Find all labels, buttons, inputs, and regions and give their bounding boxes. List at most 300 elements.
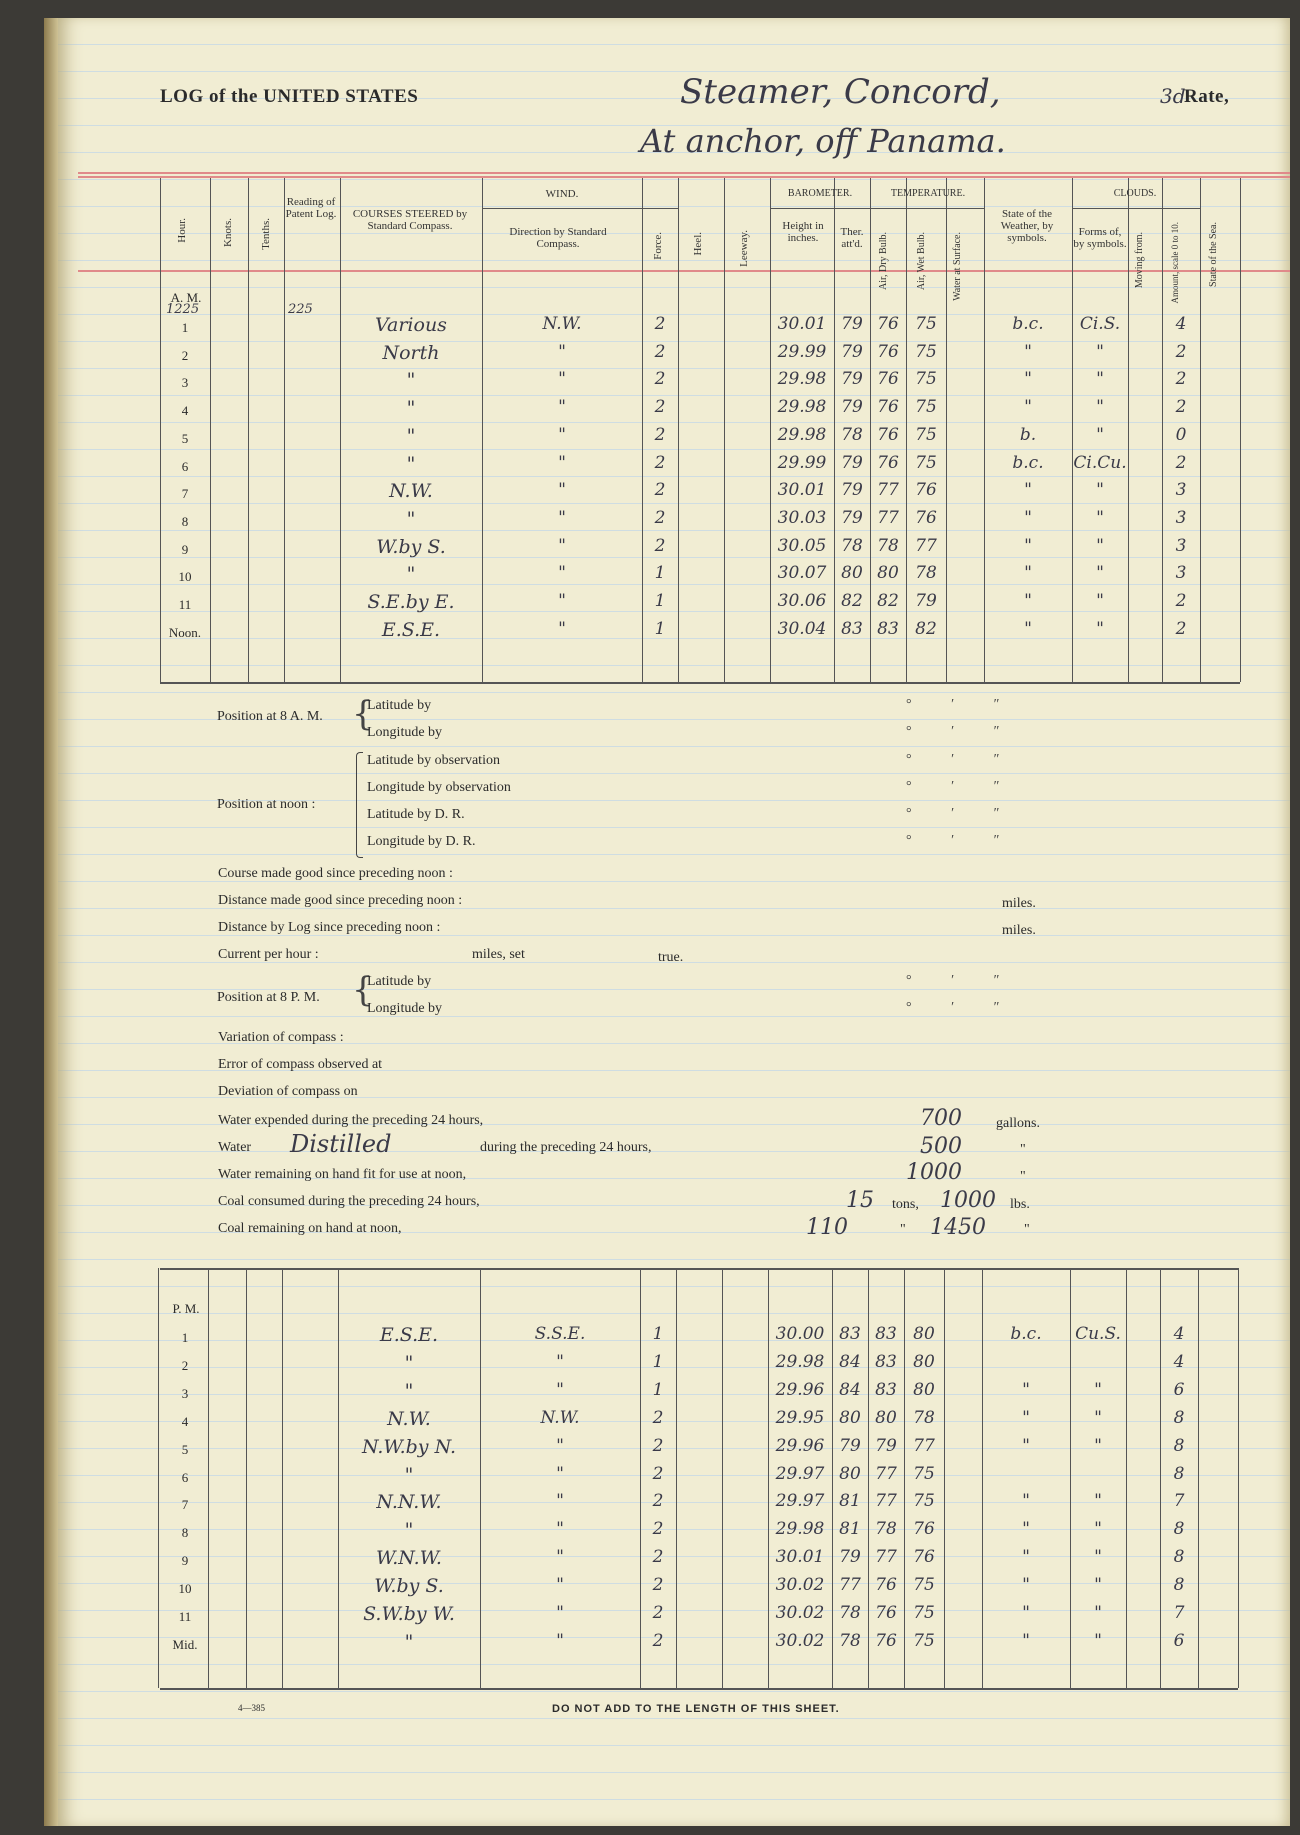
log-title: LOG of the UNITED STATES — [160, 86, 419, 107]
dms-lon-8pm: ° ′ ″ — [906, 1000, 1018, 1015]
am-weather-cell: b.c. — [1012, 452, 1044, 473]
tons-label: tons, — [892, 1197, 919, 1212]
am-weather-cell: " — [1024, 397, 1032, 418]
pm-ther-cell: 79 — [839, 1547, 861, 1568]
lon-8am-label: Longitude by — [367, 725, 443, 740]
col-temperature: TEMPERATURE. — [890, 188, 966, 199]
pos-8pm-label: Position at 8 P. M. — [217, 990, 320, 1005]
pm-forms-cell: " — [1094, 1491, 1102, 1512]
am-course-cell: North — [382, 341, 440, 364]
pm-course-cell: N.W. — [387, 1407, 431, 1430]
am-forms-cell: Ci.S. — [1079, 314, 1121, 334]
col-cloud-moving: Moving from. — [1134, 232, 1145, 289]
pm-dry-cell: 79 — [875, 1435, 897, 1456]
red-rule-top — [78, 172, 1290, 174]
pm-course-cell: S.W.by W. — [363, 1603, 455, 1625]
pm-wet-cell: 75 — [913, 1575, 935, 1596]
am-ther-cell: 79 — [841, 369, 863, 390]
pm-course-cell: E.S.E. — [379, 1324, 439, 1346]
ditto-3: " — [900, 1222, 906, 1237]
bracket-noon — [356, 752, 363, 858]
am-forms-cell: Ci.Cu. — [1073, 452, 1127, 473]
pm-wet-cell: 80 — [913, 1379, 935, 1400]
am-ther-cell: 78 — [841, 424, 863, 445]
pm-force-cell: 2 — [652, 1575, 664, 1596]
am-hour-11: Noon. — [168, 624, 202, 640]
am-forms-cell: " — [1096, 369, 1104, 390]
current-true: true. — [658, 950, 684, 965]
pm-hour-0: 1 — [181, 1330, 189, 1345]
pm-wet-cell: 78 — [913, 1407, 935, 1428]
am-dry-cell: 80 — [877, 563, 899, 584]
am-wind-cell: " — [558, 341, 566, 362]
pm-amount-cell: 7 — [1173, 1603, 1185, 1623]
pm-dry-cell: 83 — [875, 1324, 897, 1344]
coal-consumed-lbs: 1000 — [940, 1188, 996, 1213]
ditto-1: " — [1020, 1142, 1026, 1157]
col-patent-log: Reading of Patent Log. — [285, 196, 337, 220]
pm-baro-cell: 29.95 — [775, 1407, 825, 1428]
pm-baro-cell: 30.00 — [775, 1324, 825, 1344]
am-force-cell: 1 — [654, 618, 666, 639]
am-forms-cell: " — [1096, 424, 1104, 445]
am-col-line — [210, 178, 211, 682]
pm-forms-cell: " — [1094, 1407, 1102, 1428]
water-distilled-value: 500 — [920, 1134, 962, 1159]
pm-dry-cell: 76 — [875, 1630, 897, 1651]
pm-weather-cell: " — [1022, 1547, 1030, 1568]
am-baro-cell: 29.99 — [777, 452, 827, 473]
pm-baro-cell: 29.97 — [775, 1463, 825, 1484]
pm-baro-cell: 29.97 — [775, 1491, 825, 1512]
pm-force-cell: 1 — [652, 1379, 664, 1400]
am-force-cell: 2 — [654, 507, 666, 528]
am-force-cell: 1 — [654, 591, 666, 611]
pm-wind-cell: " — [556, 1463, 564, 1484]
vessel-name: Steamer, Concord, — [680, 72, 1001, 112]
lbs-label: lbs. — [1010, 1197, 1030, 1212]
rate-label: Rate, — [1184, 86, 1230, 107]
am-weather-cell: " — [1024, 369, 1032, 390]
error-label: Error of compass observed at — [218, 1057, 383, 1072]
am-amount-cell: 2 — [1175, 618, 1187, 639]
am-first-note: 1225 — [166, 302, 200, 317]
am-weather-cell: " — [1024, 480, 1032, 501]
coal-remaining-label: Coal remaining on hand at noon, — [218, 1221, 402, 1236]
col-baro-ther: Ther. att'd. — [840, 226, 864, 250]
pm-hour-1: 2 — [181, 1357, 189, 1373]
pm-wind-cell: " — [556, 1435, 564, 1456]
am-label: A. M. — [170, 290, 202, 305]
am-course-cell: " — [406, 563, 416, 586]
am-forms-cell: " — [1096, 341, 1104, 362]
am-col-line — [1240, 178, 1241, 682]
red-rule-header — [78, 270, 1290, 272]
col-baro-height: Height in inches. — [782, 220, 824, 244]
am-force-cell: 2 — [654, 314, 666, 334]
brace-8am: { — [352, 694, 374, 734]
am-baro-cell: 29.98 — [777, 369, 827, 390]
pm-forms-cell: " — [1094, 1603, 1102, 1623]
am-hour-1: 2 — [181, 347, 189, 363]
lon-obs-label: Longitude by observation — [367, 780, 511, 795]
am-dry-cell: 76 — [877, 314, 899, 334]
pm-baro-cell: 29.96 — [775, 1435, 825, 1456]
current-label: Current per hour : — [218, 947, 319, 962]
ditto-2: " — [1020, 1169, 1026, 1184]
am-ther-cell: 79 — [841, 397, 863, 418]
pm-wet-cell: 75 — [913, 1463, 935, 1484]
pm-dry-cell: 83 — [875, 1351, 897, 1372]
pm-wet-cell: 75 — [913, 1603, 935, 1623]
am-wet-cell: 76 — [915, 480, 937, 501]
pm-amount-cell: 4 — [1173, 1324, 1185, 1344]
am-dry-cell: 77 — [877, 507, 899, 528]
am-ther-cell: 79 — [841, 507, 863, 528]
pm-amount-cell: 6 — [1173, 1379, 1185, 1400]
pm-dry-cell: 76 — [875, 1575, 897, 1596]
pm-wet-cell: 75 — [913, 1630, 935, 1651]
pm-wind-cell: " — [556, 1491, 564, 1512]
clouds-sub-rule — [1072, 208, 1200, 209]
am-dry-cell: 77 — [877, 480, 899, 501]
am-force-cell: 2 — [654, 424, 666, 445]
patent-log-reading: 225 — [288, 302, 313, 317]
am-wet-cell: 75 — [915, 424, 937, 445]
footer-notice: DO NOT ADD TO THE LENGTH OF THIS SHEET. — [552, 1703, 840, 1715]
pm-weather-cell: " — [1022, 1519, 1030, 1540]
am-force-cell: 2 — [654, 452, 666, 473]
am-wind-cell: " — [558, 563, 566, 584]
am-force-cell: 2 — [654, 480, 666, 501]
am-amount-cell: 2 — [1175, 369, 1187, 390]
am-wind-cell: " — [558, 424, 566, 445]
am-forms-cell: " — [1096, 618, 1104, 639]
coal-remaining-lbs: 1450 — [930, 1215, 986, 1240]
pm-ther-cell: 83 — [839, 1324, 861, 1344]
am-dry-cell: 82 — [877, 591, 899, 611]
am-wind-cell: " — [558, 369, 566, 390]
pm-col-line — [158, 1268, 159, 1688]
pm-col-line — [1126, 1268, 1127, 1688]
pm-amount-cell: 8 — [1173, 1435, 1185, 1456]
pm-course-cell: N.N.W. — [376, 1491, 442, 1514]
variation-label: Variation of compass : — [218, 1030, 344, 1045]
pm-dry-cell: 80 — [875, 1407, 897, 1428]
pm-hour-2: 3 — [181, 1385, 189, 1401]
am-ther-cell: 79 — [841, 480, 863, 501]
pm-ther-cell: 80 — [839, 1463, 861, 1484]
am-dry-cell: 76 — [877, 424, 899, 445]
brace-8pm: { — [352, 970, 374, 1010]
pm-dry-cell: 77 — [875, 1491, 897, 1512]
am-baro-cell: 30.05 — [777, 535, 827, 556]
pm-col-line — [1238, 1268, 1239, 1688]
am-force-cell: 2 — [654, 535, 666, 556]
am-weather-cell: " — [1024, 507, 1032, 528]
col-wind-direction: Direction by Standard Compass. — [509, 226, 607, 250]
pm-force-cell: 2 — [652, 1435, 664, 1456]
am-col-line — [284, 178, 285, 682]
pm-wind-cell: " — [556, 1547, 564, 1568]
pm-baro-cell: 29.96 — [775, 1379, 825, 1400]
am-hour-2: 3 — [181, 375, 189, 391]
am-amount-cell: 3 — [1175, 507, 1187, 528]
pm-hour-4: 5 — [181, 1441, 189, 1457]
am-course-cell: " — [406, 424, 416, 447]
am-weather-cell: " — [1024, 535, 1032, 556]
am-wet-cell: 79 — [915, 591, 937, 611]
am-force-cell: 1 — [654, 563, 666, 584]
dms-lat-8am: ° ′ ″ — [906, 697, 1018, 712]
am-hour-8: 9 — [181, 541, 189, 557]
am-hour-0: 1 — [181, 320, 189, 335]
am-amount-cell: 2 — [1175, 397, 1187, 418]
am-dry-cell: 78 — [877, 535, 899, 556]
am-baro-cell: 30.03 — [777, 507, 827, 528]
am-baro-cell: 29.98 — [777, 424, 827, 445]
col-knots: Knots. — [222, 218, 234, 248]
pm-ther-cell: 77 — [839, 1575, 861, 1596]
am-course-cell: S.E.by E. — [367, 591, 455, 613]
am-amount-cell: 2 — [1175, 341, 1187, 362]
dist-log-label: Distance by Log since preceding noon : — [218, 920, 441, 935]
am-force-cell: 2 — [654, 397, 666, 418]
pm-weather-cell: b.c. — [1010, 1324, 1042, 1344]
pm-bottom-rule — [160, 1688, 1238, 1690]
am-hour-5: 6 — [181, 458, 189, 474]
pm-weather-cell: " — [1022, 1407, 1030, 1428]
am-course-cell: N.W. — [389, 480, 433, 503]
am-forms-cell: " — [1096, 563, 1104, 584]
coal-consumed-label: Coal consumed during the preceding 24 hours, — [218, 1194, 480, 1209]
pm-force-cell: 2 — [652, 1630, 664, 1651]
col-clouds: CLOUDS. — [1113, 188, 1157, 199]
coal-remaining-tons: 110 — [806, 1215, 848, 1240]
col-sea-state: State of the Sea. — [1208, 222, 1219, 287]
pm-dry-cell: 76 — [875, 1603, 897, 1623]
dist-log-miles: miles. — [1002, 923, 1036, 938]
dist-good-miles: miles. — [1002, 896, 1036, 911]
am-forms-cell: " — [1096, 397, 1104, 418]
am-weather-cell: " — [1024, 341, 1032, 362]
am-weather-cell: " — [1024, 591, 1032, 611]
pm-weather-cell: " — [1022, 1603, 1030, 1623]
pm-wet-cell: 80 — [913, 1351, 935, 1372]
pm-force-cell: 1 — [652, 1324, 664, 1344]
pm-ther-cell: 84 — [839, 1379, 861, 1400]
pm-force-cell: 2 — [652, 1519, 664, 1540]
pm-wind-cell: " — [556, 1575, 564, 1596]
am-wind-cell: " — [558, 452, 566, 473]
dms-lat-obs: ° ′ ″ — [906, 752, 1018, 767]
am-wind-cell: " — [558, 507, 566, 528]
pm-ther-cell: 78 — [839, 1630, 861, 1651]
pm-force-cell: 2 — [652, 1491, 664, 1512]
am-course-cell: " — [406, 397, 416, 420]
dms-lon-dr: ° ′ ″ — [906, 833, 1018, 848]
am-weather-cell: " — [1024, 618, 1032, 639]
pm-baro-cell: 29.98 — [775, 1519, 825, 1540]
dms-lat-8pm: ° ′ ″ — [906, 973, 1018, 988]
am-wet-cell: 75 — [915, 452, 937, 473]
am-amount-cell: 0 — [1175, 424, 1187, 445]
col-air-wet: Air, Wet Bulb. — [916, 232, 927, 291]
am-forms-cell: " — [1096, 591, 1104, 611]
form-number: 4—385 — [238, 1703, 265, 1713]
pm-amount-cell: 8 — [1173, 1407, 1185, 1428]
am-forms-cell: " — [1096, 480, 1104, 501]
dms-lon-8am: ° ′ ″ — [906, 724, 1018, 739]
pm-forms-cell: " — [1094, 1379, 1102, 1400]
pm-ther-cell: 80 — [839, 1407, 861, 1428]
am-col-line — [724, 178, 725, 682]
pm-baro-cell: 30.01 — [775, 1547, 825, 1568]
pm-amount-cell: 8 — [1173, 1547, 1185, 1568]
deviation-label: Deviation of compass on — [218, 1084, 358, 1099]
am-amount-cell: 3 — [1175, 535, 1187, 556]
pm-course-cell: " — [404, 1379, 414, 1402]
col-weather: State of the Weather, by symbols. — [1000, 208, 1054, 244]
water-during-label: during the preceding 24 hours, — [480, 1140, 652, 1155]
am-dry-cell: 76 — [877, 397, 899, 418]
am-course-cell: Various — [375, 314, 447, 336]
pm-col-line — [1198, 1268, 1199, 1688]
baro-temp-sub-rule — [770, 208, 984, 209]
water-label: Water — [218, 1140, 252, 1155]
pm-hour-10: 11 — [178, 1609, 192, 1624]
pm-forms-cell: " — [1094, 1519, 1102, 1540]
pm-wet-cell: 77 — [913, 1435, 935, 1456]
pm-amount-cell: 4 — [1173, 1351, 1185, 1372]
pm-baro-cell: 30.02 — [775, 1603, 825, 1623]
pos-8am-label: Position at 8 A. M. — [217, 709, 323, 724]
col-tenths: Tenths. — [260, 218, 272, 250]
pm-course-cell: N.W.by N. — [361, 1435, 457, 1458]
col-air-dry: Air, Dry Bulb. — [878, 232, 889, 290]
lon-8pm-label: Longitude by — [367, 1001, 443, 1016]
am-amount-cell: 3 — [1175, 480, 1187, 501]
am-wet-cell: 77 — [915, 535, 937, 556]
am-wet-cell: 76 — [915, 507, 937, 528]
pm-force-cell: 2 — [652, 1407, 664, 1428]
am-hour-6: 7 — [181, 486, 189, 502]
pm-course-cell: W.N.W. — [376, 1547, 442, 1570]
pm-label: P. M. — [172, 1301, 200, 1316]
pm-hour-9: 10 — [178, 1581, 192, 1597]
am-force-cell: 2 — [654, 341, 666, 362]
pm-amount-cell: 7 — [1173, 1491, 1185, 1512]
water-kind: Distilled — [290, 1130, 392, 1158]
pm-weather-cell: " — [1022, 1435, 1030, 1456]
am-course-cell: " — [406, 369, 416, 392]
am-wind-cell: " — [558, 397, 566, 418]
col-water-surface: Water at Surface. — [952, 232, 963, 301]
pm-hour-3: 4 — [181, 1413, 189, 1429]
am-col-line — [946, 178, 947, 682]
ditto-4: " — [1024, 1222, 1030, 1237]
pm-course-cell: " — [404, 1463, 414, 1486]
am-ther-cell: 78 — [841, 535, 863, 556]
col-cloud-forms: Forms of, by symbols. — [1073, 226, 1127, 250]
am-baro-cell: 30.04 — [777, 618, 827, 639]
am-ther-cell: 79 — [841, 341, 863, 362]
col-cloud-amount: Amount, scale 0 to 10. — [1170, 222, 1180, 304]
col-wind-force: Force. — [652, 232, 664, 260]
pm-ther-cell: 79 — [839, 1435, 861, 1456]
am-wet-cell: 75 — [915, 341, 937, 362]
am-col-line — [1128, 178, 1129, 682]
am-baro-cell: 29.99 — [777, 341, 827, 362]
pm-weather-cell: " — [1022, 1491, 1030, 1512]
pm-col-line — [676, 1268, 677, 1688]
pm-wet-cell: 80 — [913, 1324, 935, 1344]
am-wet-cell: 75 — [915, 314, 937, 334]
water-expended-value: 700 — [920, 1106, 962, 1131]
lat-dr-label: Latitude by D. R. — [367, 807, 465, 822]
col-barometer: BAROMETER. — [787, 188, 853, 199]
am-ther-cell: 82 — [841, 591, 863, 611]
pm-wind-cell: " — [556, 1603, 564, 1623]
am-hour-7: 8 — [181, 513, 189, 529]
pm-col-line — [246, 1268, 247, 1688]
pm-amount-cell: 8 — [1173, 1519, 1185, 1540]
am-weather-cell: " — [1024, 563, 1032, 584]
am-baro-cell: 29.98 — [777, 397, 827, 418]
pm-hour-6: 7 — [181, 1497, 189, 1513]
pm-force-cell: 2 — [652, 1603, 664, 1623]
am-forms-cell: " — [1096, 535, 1104, 556]
pm-dry-cell: 83 — [875, 1379, 897, 1400]
water-remaining-value: 1000 — [906, 1160, 962, 1185]
am-wind-cell: " — [558, 591, 566, 611]
pm-wet-cell: 75 — [913, 1491, 935, 1512]
am-amount-cell: 4 — [1175, 314, 1187, 334]
am-col-line — [678, 178, 679, 682]
lat-8am-label: Latitude by — [367, 698, 432, 713]
am-ther-cell: 79 — [841, 452, 863, 473]
am-wet-cell: 75 — [915, 369, 937, 390]
pm-wet-cell: 76 — [913, 1519, 935, 1540]
pm-wind-cell: " — [556, 1630, 564, 1651]
pm-wind-cell: N.W. — [540, 1407, 580, 1428]
dist-good-label: Distance made good since preceding noon : — [218, 893, 463, 908]
am-dry-cell: 76 — [877, 452, 899, 473]
col-courses: COURSES STEERED by Standard Compass. — [352, 208, 468, 232]
pm-hour-7: 8 — [181, 1525, 189, 1541]
pm-col-line — [722, 1268, 723, 1688]
pm-course-cell: W.by S. — [374, 1575, 444, 1598]
am-dry-cell: 83 — [877, 618, 899, 639]
pm-hour-8: 9 — [181, 1553, 189, 1569]
pm-weather-cell: " — [1022, 1630, 1030, 1651]
am-course-cell: " — [406, 507, 416, 530]
am-course-cell: W.by S. — [376, 535, 446, 558]
pm-force-cell: 2 — [652, 1547, 664, 1568]
am-wind-cell: " — [558, 535, 566, 556]
am-force-cell: 2 — [654, 369, 666, 390]
current-miles-set: miles, set — [472, 947, 525, 962]
am-amount-cell: 3 — [1175, 563, 1187, 584]
am-ther-cell: 83 — [841, 618, 863, 639]
pm-dry-cell: 77 — [875, 1547, 897, 1568]
lon-dr-label: Longitude by D. R. — [367, 834, 476, 849]
col-leeway: Leeway. — [738, 230, 750, 267]
coal-consumed-tons: 15 — [846, 1188, 874, 1213]
am-wind-cell: " — [558, 480, 566, 501]
lat-8pm-label: Latitude by — [367, 974, 432, 989]
am-wet-cell: 78 — [915, 563, 937, 584]
